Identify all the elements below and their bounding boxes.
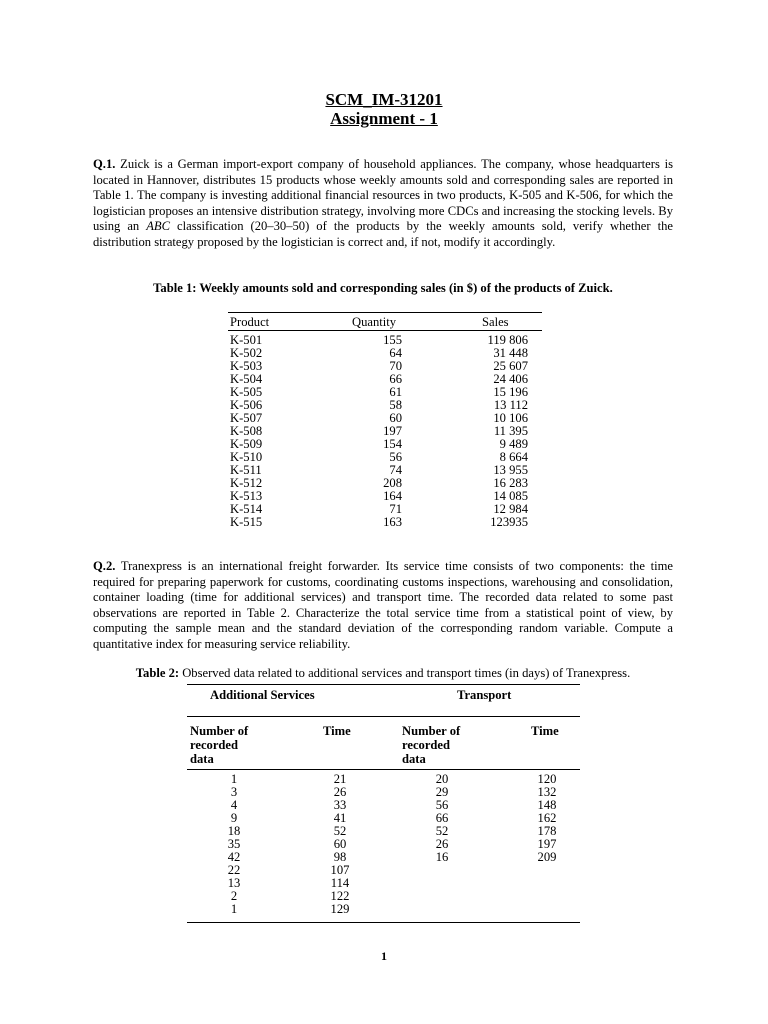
table-1-row xyxy=(228,438,542,451)
quantity-cell: 164 xyxy=(383,489,402,503)
transport-number-cell: 66 xyxy=(435,811,449,825)
sales-cell: 15 196 xyxy=(493,385,528,399)
additional-time-cell: 122 xyxy=(330,889,350,903)
additional-number-cell: 3 xyxy=(230,785,238,799)
product-cell: K-506 xyxy=(230,398,263,412)
table-1-caption: Table 1: Weekly amounts sold and corresponding sales (in $) of the products of Zuick. xyxy=(153,281,613,295)
additional-number-cell: 35 xyxy=(227,837,241,851)
additional-number-cell: 4 xyxy=(230,798,238,812)
col-number-line3: data xyxy=(402,752,426,766)
table-2-group-rule xyxy=(187,716,580,717)
sales-cell: 10 106 xyxy=(493,411,528,425)
col-number-line1: Number of xyxy=(190,724,249,738)
sales-cell: 12 984 xyxy=(493,502,528,516)
quantity-cell: 70 xyxy=(389,359,402,373)
quantity-cell: 74 xyxy=(389,463,402,477)
additional-number-cell: 9 xyxy=(230,811,238,825)
table-2-top-rule xyxy=(187,684,580,685)
col-number-line2: recorded xyxy=(190,738,239,752)
table-2-row xyxy=(187,799,580,812)
sales-cell: 24 406 xyxy=(493,372,528,386)
page-number: 1 xyxy=(381,949,387,963)
question-1-text-part2: classification (20–30–50) of the products by the weekly amounts sold, verify whether the distribution strategy proposed by the logistician is correct and, if not, modify it accordingly. xyxy=(93,219,673,249)
table-2-col-transport-number xyxy=(402,724,460,766)
course-code-title: SCM_IM-31201 xyxy=(325,90,443,109)
table-2-row xyxy=(187,838,580,851)
product-cell: K-511 xyxy=(230,463,262,477)
additional-time-cell: 26 xyxy=(333,785,347,799)
transport-time-cell: 209 xyxy=(537,850,557,864)
transport-number-cell: 16 xyxy=(435,850,449,864)
abc-term: ABC xyxy=(146,219,171,233)
transport-time-cell: 197 xyxy=(537,837,557,851)
quantity-cell: 58 xyxy=(389,398,402,412)
assignment-title: Assignment - 1 xyxy=(330,109,438,128)
table-2-col-additional-number xyxy=(190,724,248,766)
additional-time-cell: 41 xyxy=(333,811,347,825)
table-2-col-transport-time: Time xyxy=(531,724,559,738)
additional-time-cell: 33 xyxy=(333,798,347,812)
table-2-caption-text: Observed data related to additional services and transport times (in days) of Tranexpress. xyxy=(179,666,631,680)
sales-cell: 123935 xyxy=(490,515,528,529)
transport-number-cell: 56 xyxy=(435,798,449,812)
additional-time-cell: 98 xyxy=(333,850,347,864)
transport-number-cell: 52 xyxy=(435,824,449,838)
sales-cell: 31 448 xyxy=(493,346,528,360)
table-2-row xyxy=(187,773,580,786)
additional-time-cell: 114 xyxy=(330,876,350,890)
table-2-row xyxy=(187,786,580,799)
additional-time-cell: 21 xyxy=(333,772,347,786)
product-cell: K-514 xyxy=(230,502,263,516)
col-number-line2: recorded xyxy=(402,738,451,752)
additional-time-cell: 60 xyxy=(333,837,347,851)
question-1-label: Q.1. xyxy=(93,157,116,171)
quantity-cell: 71 xyxy=(389,502,402,516)
table-1-row xyxy=(228,516,542,529)
product-cell: K-512 xyxy=(230,476,263,490)
product-cell: K-505 xyxy=(230,385,263,399)
quantity-cell: 64 xyxy=(389,346,402,360)
table-2-row xyxy=(187,903,580,916)
question-1-paragraph xyxy=(93,157,673,250)
table-2-row xyxy=(187,877,580,890)
table-1-header-rule xyxy=(228,330,542,331)
sales-cell: 11 395 xyxy=(493,424,528,438)
additional-number-cell: 1 xyxy=(230,902,238,916)
table-1-header-quantity: Quantity xyxy=(352,315,397,329)
product-cell: K-508 xyxy=(230,424,263,438)
additional-number-cell: 42 xyxy=(227,850,241,864)
transport-time-cell: 178 xyxy=(537,824,557,838)
product-cell: K-515 xyxy=(230,515,263,529)
additional-time-cell: 129 xyxy=(330,902,350,916)
table-2-bottom-rule xyxy=(187,922,580,923)
sales-cell: 13 112 xyxy=(493,398,528,412)
table-1-header-sales: Sales xyxy=(482,315,509,329)
question-2-label: Q.2. xyxy=(93,559,116,573)
additional-number-cell: 13 xyxy=(227,876,241,890)
table-2-group-transport: Transport xyxy=(457,688,512,702)
quantity-cell: 56 xyxy=(389,450,402,464)
quantity-cell: 163 xyxy=(383,515,402,529)
additional-number-cell: 22 xyxy=(227,863,241,877)
product-cell: K-509 xyxy=(230,437,263,451)
transport-time-cell: 120 xyxy=(537,772,557,786)
table-1-top-rule xyxy=(228,312,542,313)
quantity-cell: 208 xyxy=(383,476,402,490)
additional-number-cell: 1 xyxy=(230,772,238,786)
product-cell: K-513 xyxy=(230,489,263,503)
product-cell: K-502 xyxy=(230,346,263,360)
product-cell: K-501 xyxy=(230,333,263,347)
product-cell: K-504 xyxy=(230,372,263,386)
quantity-cell: 61 xyxy=(389,385,402,399)
question-1-text-part1: Zuick is a German import-export company of household appliances. The company, whose headquarters is located in Hannover, distributes 15 products whose weekly amounts sold and corresponding sales are reported in Table 1. The company is investing additional financial resources in two products, K-505 and K-506, for which the logistician proposes an intensive distribution strategy, involving more CDCs and increasing the stocking levels. By using an xyxy=(93,157,673,233)
table-2-row xyxy=(187,812,580,825)
additional-number-cell: 18 xyxy=(227,824,241,838)
transport-number-cell: 29 xyxy=(435,785,449,799)
additional-number-cell: 2 xyxy=(230,889,238,903)
transport-time-cell: 132 xyxy=(537,785,557,799)
question-2-text: Tranexpress is an international freight forwarder. Its service time consists of two components: the time required for preparing paperwork for customs, coordinating customs inspections, warehousing and consolidation, container loading (time for additional services) and transport time. The recorded data related to some past observations are reported in Table 2. Characterize the total service time from a statistical point of view, by computing the sample mean and the standard deviation of the corresponding random variable. Compute a quantitative index for measuring service reliability. xyxy=(93,559,673,651)
col-number-line3: data xyxy=(190,752,214,766)
product-cell: K-510 xyxy=(230,450,263,464)
sales-cell: 14 085 xyxy=(493,489,528,503)
sales-cell: 119 806 xyxy=(487,333,528,347)
table-2-row xyxy=(187,864,580,877)
transport-number-cell: 20 xyxy=(435,772,449,786)
table-2-col-additional-time: Time xyxy=(323,724,351,738)
product-cell: K-503 xyxy=(230,359,263,373)
col-number-line1: Number of xyxy=(402,724,461,738)
transport-time-cell: 162 xyxy=(537,811,557,825)
quantity-cell: 60 xyxy=(389,411,402,425)
table-2-row xyxy=(187,890,580,903)
table-2-header-rule xyxy=(187,769,580,770)
table-2-group-additional-services: Additional Services xyxy=(210,688,315,702)
additional-time-cell: 52 xyxy=(333,824,347,838)
table-2-caption-label: Table 2: xyxy=(135,666,180,680)
sales-cell: 25 607 xyxy=(493,359,528,373)
transport-number-cell: 26 xyxy=(435,837,449,851)
sales-cell: 9 489 xyxy=(499,437,528,451)
quantity-cell: 197 xyxy=(383,424,402,438)
question-2-paragraph xyxy=(93,559,673,652)
quantity-cell: 155 xyxy=(383,333,402,347)
quantity-cell: 66 xyxy=(389,372,402,386)
table-2-row xyxy=(187,851,580,864)
product-cell: K-507 xyxy=(230,411,263,425)
transport-time-cell: 148 xyxy=(537,798,557,812)
table-2-row xyxy=(187,825,580,838)
table-2-caption xyxy=(93,666,673,681)
sales-cell: 8 664 xyxy=(499,450,528,464)
additional-time-cell: 107 xyxy=(330,863,350,877)
sales-cell: 16 283 xyxy=(493,476,528,490)
quantity-cell: 154 xyxy=(383,437,402,451)
sales-cell: 13 955 xyxy=(493,463,528,477)
table-1-header-product: Product xyxy=(230,315,270,329)
